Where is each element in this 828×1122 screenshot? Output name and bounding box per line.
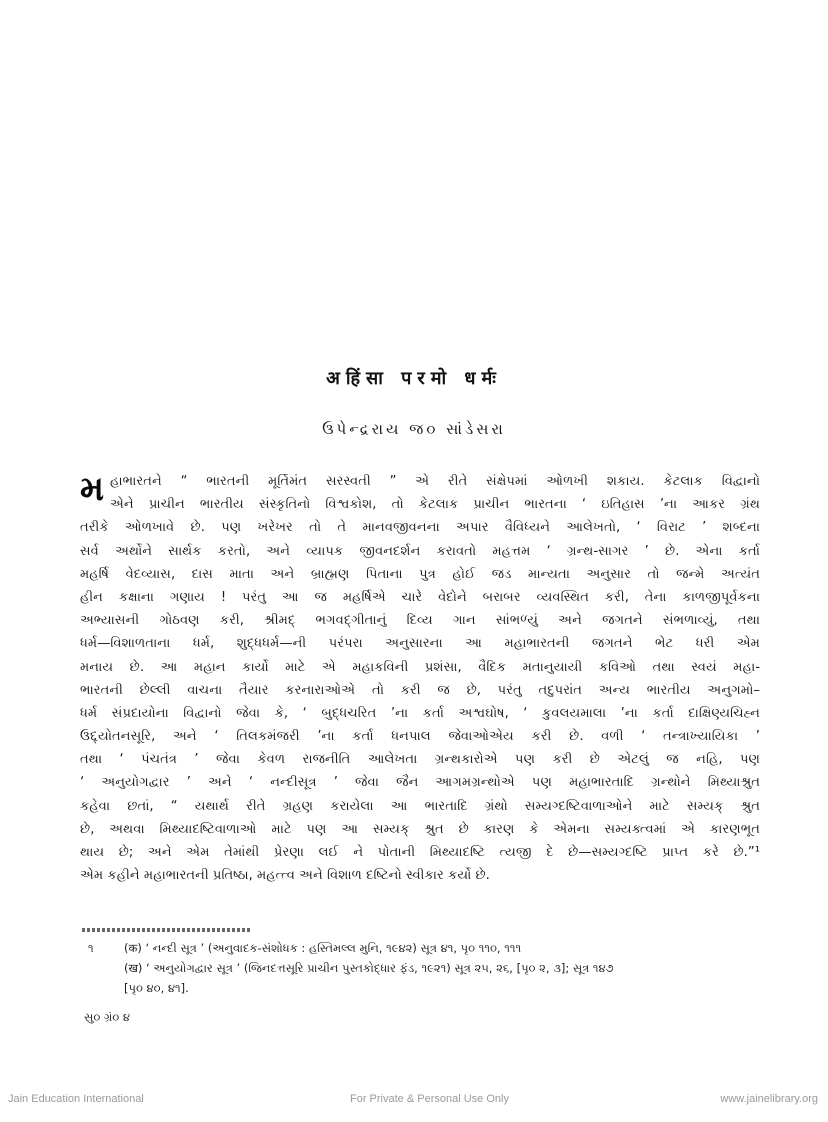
signature-mark: સુ૦ ગ્રં૦ ૪ [84,1010,130,1024]
footnotes [88,938,768,998]
footer-usage-note: For Private & Personal Use Only [350,1093,509,1105]
author-name: ઉપેન્દ્રરાય જ૦ સાંડેસરા [322,420,506,438]
page-title: अहिंसा परमो धर्मः [326,368,502,389]
body-line: થાય છે; અને એમ તેમાંથી પ્રેરણા લઈ ને પોતાની મિથ્યાદષ્ટિ ત્યજી દે છે—સમ્યગ્દષ્ટિ પ્રાપ્ત કરે છે.”¹ [80,845,760,860]
body-line: તથા ‘ પંચતંત્ર ’ જેવા કેવળ રાજનીતિ આલેખતા ગ્રન્થકારોએ પણ કરી છે એટલું જ નહિ, પણ [80,752,760,768]
body-line: સર્વ અર્થોને સાર્થક કરતો, અને વ્યાપક જીવનદર્શન કરાવતો મહત્તમ ‘ ગ્રન્થ-સાગર ’ છે. એના કર્તા [80,543,760,559]
body-line: તરીકે ઓળખાવે છે. પણ ખરેખર તો તે માનવજીવનના અપાર વૈવિધ્યને આલેખતો, ‘ વિરાટ ’ શબ્દના [80,520,760,536]
footnote-continuation: [પૃ૦ ૪૦, ૪૧]. [124,981,189,995]
footnote-b [88,958,768,978]
body-line: મહર્ષિ વેદવ્યાસ, દાસ માતા અને બ્રાહ્મણ પિતાના પુત્ર હોઈ જડ માન્યતા અનુસાર તો જન્મે અત્યંત [80,566,760,582]
body-paragraph [80,470,760,887]
footer-publisher: Jain Education International [8,1093,144,1105]
body-line: એમ કહીને મહાભારતની પ્રતિષ્ઠા, મહત્ત્વ અને વિશાળ દષ્ટિનો સ્વીકાર કર્યો છે. [80,868,490,884]
footnote-a [88,938,768,958]
body-line: ઉદ્દ્યોતનસૂરિ, અને ‘ તિલકમંજરી ’ના કર્તા ધનપાલ જેવાઓએય કરી છે. વળી ‘ તન્ત્રાખ્યાયિકા ’ [80,729,760,745]
footnote-text: (क) ‘ નન્દી સૂત્ર ’ (અનુવાદક-સંશોધક : હસ્તિમલ્લ મુનિ, ૧૯૪૨) સૂત્ર ૪૧, પૃ૦ ૧૧૦, ૧૧૧ [124,941,522,955]
page-footer [0,1093,828,1109]
footnote-text: (ख) ‘ અનુયોગદ્વાર સૂત્ર ’ (જિનદત્તસૂરિ પ્રાચીન પુસ્તકોદ્ધાર ફંડ, ૧૯૨૧) સૂત્ર ૨૫, ૨૬, [પૃ૦ ૨, ૩]; સૂત્ર ૧૪૭ [124,961,614,975]
body-line: ધર્મ સંપ્રદાયોના વિદ્વાનો જેવા કે, ‘ બુદ્ધચરિત ’ના કર્તા અશ્વઘોષ, ‘ કુવલયમાલા ’ના કર્તા દાક્ષિણ્યચિહ્ન [80,705,760,721]
footnote-divider [82,928,252,932]
body-line: એને પ્રાચીન ભારતીય સંસ્કૃતિનો વિશ્વકોશ, તો કેટલાક પ્રાચીન ભારતના ‘ ઇતિહાસ ’ના આકર ગ્રંથ [110,497,760,513]
body-line: હાભારતને “ ભારતની મૂર્તિમંત સરસ્વતી ” એ રીતે સંક્ષેપમાં ઓળખી શકાય. કેટલાક વિદ્વાનો [110,474,760,489]
footnote-number: ૧ [88,941,94,955]
body-line: કહેવા છતાં, “ યથાર્થ રીતે ગ્રહણ કરાયેલા આ ભારતાદિ ગ્રંથો સમ્યગ્દષ્ટિવાળાઓને માટે સમ્યક્ શ્રુત [80,798,760,814]
body-line: ‘ અનુયોગદ્વાર ’ અને ‘ નન્દીસૂત્ર ’ જેવા જૈન આગમગ્રન્થોએ પણ મહાભારતાદિ ગ્રન્થોને મિથ્યાશ્રુત [80,775,760,791]
footer-website-link[interactable]: www.jainelibrary.org [720,1093,818,1105]
drop-cap: મ [80,469,105,509]
body-line: ધર્મ—વિશાળતાના ધર્મ, શુદ્ધધર્મ—ની પરંપરા અનુસારના આ મહાભારતની જગતને ભેટ ધરી એમ [80,636,760,652]
body-line: મનાય છે. આ મહાન કાર્યો માટે એ મહાકવિની પ્રશંસા, વૈદિક મતાનુયાયી કવિઓ તથા સ્વયં મહા- [80,659,760,675]
body-line: અભ્યાસની ગોઠવણ કરી, શ્રીમદ્ ભગવદ્ગીતાનું દિવ્ય ગાન સાંભળ્યું અને જગતને સંભળાવ્યું, તથા [80,613,760,629]
body-line: ભારતની છેલ્લી વાચના તૈયાર કરનારાઓએ તો કરી જ છે, પરંતુ તદુપરાંત અન્ય ભારતીય અનુગમો– [80,682,760,698]
body-line: હીન કક્ષાના ગણાય ! પરંતુ આ જ મહર્ષિએ ચારે વેદોને બરાબર વ્યવસ્થિત કરી, તેના કાળજીપૂર્વકના [80,589,760,605]
body-line: છે, અથવા મિથ્યાદષ્ટિવાળાઓ માટે પણ આ સમ્યક્ શ્રુત છે કારણ કે એમના સમ્યક્ત્વમાં એ કારણભૂત [80,821,760,837]
